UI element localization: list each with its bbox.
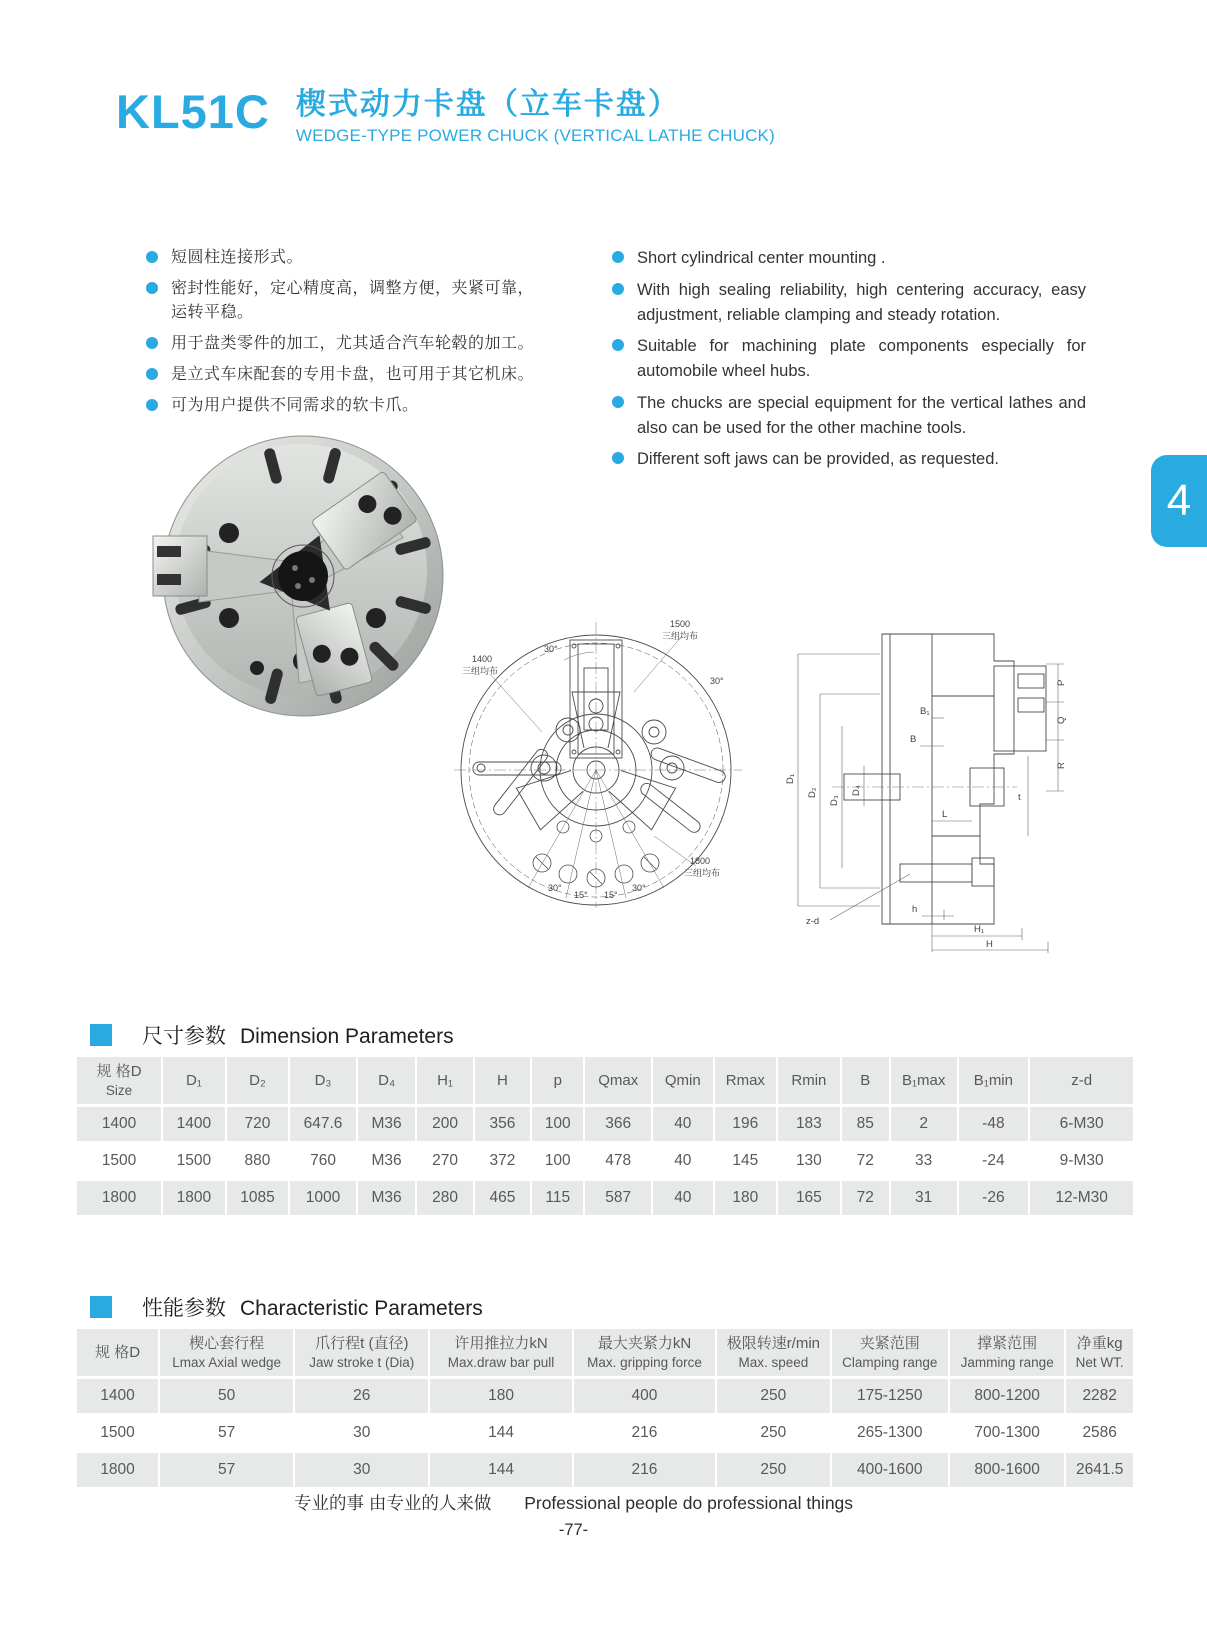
table-cell: 2586 [1066,1416,1133,1450]
bullet-icon [146,399,158,411]
table-cell: 100 [532,1107,583,1141]
front-angle-bottom-label: 15° [604,890,618,900]
column-header: H [475,1057,530,1104]
table-cell: 366 [585,1107,651,1141]
feature-text: Suitable for machining plate components especially for automobile wheel hubs. [637,337,1086,380]
feature-text: With high sealing reliability, high centering accuracy, easy adjustment, reliable clamping and steady rotation. [637,280,1086,324]
feature-text: Different soft jaws can be provided, as requested. [637,450,999,469]
table-cell: -24 [959,1144,1029,1178]
table-row [77,1144,1133,1178]
table-cell: 250 [717,1453,829,1487]
table-cell: 26 [295,1379,428,1413]
dim-label-p: P [1056,679,1067,686]
footer-slogan-cn: 专业的事 由专业的人来做 [293,1493,492,1513]
callout-1400-label: 1400 [472,654,493,664]
column-header: 净重kg Net WT. [1066,1329,1133,1376]
table-cell: 1500 [77,1144,161,1178]
column-header: 夹紧范围 Clamping range [832,1329,948,1376]
table-cell: 130 [778,1144,840,1178]
table-cell: 9-M30 [1030,1144,1133,1178]
table-cell: 216 [574,1416,715,1450]
chapter-tab: 4 [1151,455,1207,547]
table-cell: 57 [160,1453,293,1487]
column-header: 极限转速r/min Max. speed [717,1329,829,1376]
callout-1400-note: 三组均布 [462,666,499,676]
table-cell: -48 [959,1107,1029,1141]
column-header: D₄ [358,1057,415,1104]
footer-slogan-en: Professional people do professional things [524,1493,854,1513]
table-cell: 115 [532,1181,583,1215]
table-cell: 145 [715,1144,777,1178]
table-cell: 250 [717,1379,829,1413]
table-cell: 700-1300 [950,1416,1064,1450]
dim-label-d3: D₃ [829,795,840,806]
front-angle-bottom-label: 30° [548,883,562,893]
column-header: Rmax [715,1057,777,1104]
section-marker-icon [90,1296,112,1318]
table-cell: 760 [290,1144,356,1178]
dim-label-d4: D₄ [851,785,862,796]
column-header: 规 格D Size [77,1057,161,1104]
table-cell: 33 [891,1144,957,1178]
table-cell: 144 [430,1453,571,1487]
dim-label-l: L [942,809,948,820]
feature-item [612,278,1086,328]
column-header: 规 格D [77,1329,158,1376]
table-cell: 372 [475,1144,530,1178]
characteristic-parameters-table [75,1326,1135,1490]
column-header: D₃ [290,1057,356,1104]
table-cell: 1500 [77,1416,158,1450]
table-cell: -26 [959,1181,1029,1215]
column-header: p [532,1057,583,1104]
table-cell: 1800 [77,1181,161,1215]
column-header: B₁max [891,1057,957,1104]
product-model: KL51C [116,85,270,138]
section-outline [844,634,1046,924]
feature-item [146,332,544,356]
feature-text: The chucks are special equipment for the vertical lathes and also can be used for the other machine tools. [637,393,1086,437]
table-cell: 720 [227,1107,289,1141]
section-title-en: Characteristic Parameters [240,1297,483,1320]
front-angle-top-label: 30° [544,644,558,654]
feature-item [146,246,544,270]
dim-label-d1: D₁ [785,773,796,784]
column-header: 许用推拉力kN Max.draw bar pull [430,1329,571,1376]
column-header: z-d [1030,1057,1133,1104]
feature-text: 可为用户提供不同需求的软卡爪。 [171,397,419,414]
table-cell: 400 [574,1379,715,1413]
callout-1800-label: 1800 [690,856,711,866]
table-cell: M36 [358,1107,415,1141]
table-cell: 183 [778,1107,840,1141]
table-cell: 85 [842,1107,889,1141]
table-cell: 1085 [227,1181,289,1215]
bullet-icon [612,452,624,464]
table-row [77,1379,1133,1413]
table-row [77,1181,1133,1215]
product-photo-illustration [145,418,455,718]
bullet-icon [612,283,624,295]
table-row [77,1416,1133,1450]
table-cell: 1500 [163,1144,225,1178]
feature-item [146,394,544,418]
table-cell: 165 [778,1181,840,1215]
product-title-chinese: 楔式动力卡盘（立车卡盘） [295,88,680,121]
table-cell: 1400 [77,1107,161,1141]
table-cell: 216 [574,1453,715,1487]
table-cell: 265-1300 [832,1416,948,1450]
table-cell: 800-1200 [950,1379,1064,1413]
table-cell: 356 [475,1107,530,1141]
table-cell: 647.6 [290,1107,356,1141]
table-cell: 2282 [1066,1379,1133,1413]
table-cell: 100 [532,1144,583,1178]
bullet-icon [146,337,158,349]
footer-slogan [0,1490,1147,1515]
table-header-row [77,1329,1133,1376]
column-header: 撑紧范围 Jamming range [950,1329,1064,1376]
column-header: 楔心套行程 Lmax Axial wedge [160,1329,293,1376]
front-angle-bottom-label: 30° [632,883,646,893]
column-header: B₁min [959,1057,1029,1104]
callout-1800-note: 三组均布 [684,868,721,878]
table-cell: 40 [653,1181,713,1215]
features-list-chinese [146,246,544,425]
table-cell: 72 [842,1144,889,1178]
column-header: D₂ [227,1057,289,1104]
features-list-english [612,246,1086,479]
section-marker-icon [90,1024,112,1046]
column-header: Qmin [653,1057,713,1104]
dim-label-b: B [910,734,917,745]
table-cell: 1400 [77,1379,158,1413]
product-title-english: WEDGE-TYPE POWER CHUCK (VERTICAL LATHE CHUCK) [295,126,775,145]
feature-item [612,334,1086,384]
chuck-body [153,436,443,716]
dim-label-d2: D₂ [807,787,818,798]
bullet-icon [146,368,158,380]
dimension-section-title [90,1020,454,1050]
column-header: B [842,1057,889,1104]
section-view-drawing [782,606,1072,954]
section-title-en: Dimension Parameters [240,1025,454,1048]
feature-item [146,277,544,325]
table-cell: 180 [715,1181,777,1215]
table-cell: 880 [227,1144,289,1178]
table-cell: 280 [417,1181,472,1215]
feature-item [146,363,544,387]
table-cell: 31 [891,1181,957,1215]
table-cell: 478 [585,1144,651,1178]
dim-label-q: Q [1056,716,1067,724]
product-titles [296,88,775,146]
feature-text: 用于盘类零件的加工，尤其适合汽车轮毂的加工。 [171,335,535,352]
page-header [116,85,775,146]
feature-text: 密封性能好，定心精度高，调整方便，夹紧可靠，运转平稳。 [171,280,535,321]
table-cell: 40 [653,1107,713,1141]
dimension-parameters-table [75,1054,1135,1218]
callout-1500-label: 1500 [670,619,691,629]
table-cell: 30 [295,1416,428,1450]
chuck-jaw [153,536,207,596]
dim-label-b1: B₁ [920,706,930,717]
table-cell: M36 [358,1144,415,1178]
table-cell: 1800 [163,1181,225,1215]
table-cell: 200 [417,1107,472,1141]
column-header: Qmax [585,1057,651,1104]
table-cell: 2641.5 [1066,1453,1133,1487]
table-cell: 57 [160,1416,293,1450]
front-angle-bottom-label: 15° [574,890,588,900]
feature-item [612,447,1086,472]
section-title-cn: 尺寸参数 [142,1025,226,1048]
table-cell: 587 [585,1181,651,1215]
table-cell: 175-1250 [832,1379,948,1413]
section-title-cn: 性能参数 [142,1297,226,1320]
table-cell: 6-M30 [1030,1107,1133,1141]
table-cell: 1000 [290,1181,356,1215]
table-cell: 465 [475,1181,530,1215]
table-cell: 1400 [163,1107,225,1141]
column-header: 爪行程t (直径) Jaw stroke t (Dia) [295,1329,428,1376]
table-header-row [77,1057,1133,1104]
bullet-icon [146,282,158,294]
table-cell: 196 [715,1107,777,1141]
bullet-icon [612,251,624,263]
feature-item [612,246,1086,271]
front-angle-right-label: 30° [710,676,724,686]
table-cell: 50 [160,1379,293,1413]
feature-text: 是立式车床配套的专用卡盘，也可用于其它机床。 [171,366,535,383]
table-cell: 1800 [77,1453,158,1487]
feature-text: Short cylindrical center mounting . [637,249,886,267]
feature-text: 短圆柱连接形式。 [171,249,304,266]
column-header: D₁ [163,1057,225,1104]
table-cell: 30 [295,1453,428,1487]
leader-lines [490,636,696,898]
page-number: -77- [558,1521,589,1539]
feature-item [612,391,1086,441]
table-cell: 180 [430,1379,571,1413]
table-cell: 400-1600 [832,1453,948,1487]
table-row [77,1107,1133,1141]
dim-label-h1: H₁ [974,924,985,935]
dim-label-zd: z-d [806,916,820,927]
table-cell: 72 [842,1181,889,1215]
table-cell: 800-1600 [950,1453,1064,1487]
dim-label-t: t [1018,792,1021,803]
table-cell: 40 [653,1144,713,1178]
bullet-icon [612,339,624,351]
dim-label-r: R [1056,762,1067,769]
callout-1500-note: 三组均布 [662,631,699,641]
bullet-icon [146,251,158,263]
table-row [77,1453,1133,1487]
column-header: H₁ [417,1057,472,1104]
dim-label-h-total: H [986,939,993,950]
characteristic-section-title [90,1292,483,1322]
dim-label-h: h [912,904,918,915]
table-cell: 270 [417,1144,472,1178]
column-header: 最大夹紧力kN Max. gripping force [574,1329,715,1376]
column-header: Rmin [778,1057,840,1104]
table-cell: 12-M30 [1030,1181,1133,1215]
front-view-drawing [448,610,748,910]
table-cell: 250 [717,1416,829,1450]
table-cell: 144 [430,1416,571,1450]
table-cell: M36 [358,1181,415,1215]
bullet-icon [612,396,624,408]
table-cell: 2 [891,1107,957,1141]
